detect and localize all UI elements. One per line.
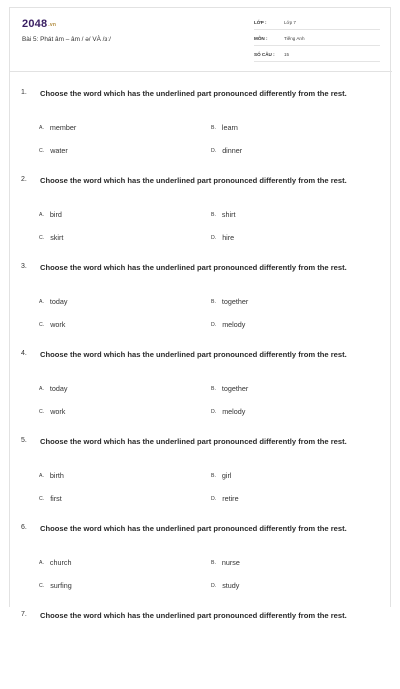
- answer-option-b[interactable]: [211, 471, 232, 480]
- answer-option-b[interactable]: [211, 123, 238, 132]
- question-text: Choose the word which has the underlined part pronounced differently from the rest.: [40, 524, 347, 533]
- answer-option-d[interactable]: [211, 581, 239, 590]
- meta-class-label: LỚP :: [254, 20, 267, 25]
- answer-option-b[interactable]: [211, 384, 248, 393]
- option-word: melody: [222, 320, 246, 329]
- option-word: together: [221, 384, 249, 393]
- option-word: work: [50, 320, 66, 329]
- option-word: first: [50, 494, 62, 503]
- option-word: birth: [49, 471, 64, 480]
- option-letter: C.: [39, 148, 45, 154]
- question-5: [10, 428, 392, 515]
- question-text: Choose the word which has the underlined part pronounced differently from the rest.: [40, 176, 347, 185]
- question-text: Choose the word which has the underlined part pronounced differently from the rest.: [40, 89, 347, 98]
- answer-option-a[interactable]: [39, 297, 68, 306]
- option-letter: D.: [211, 409, 217, 415]
- option-letter: C.: [39, 496, 45, 502]
- option-letter: B.: [211, 299, 216, 305]
- question-text: Choose the word which has the underlined part pronounced differently from the rest.: [40, 263, 347, 272]
- option-word: bird: [49, 210, 62, 219]
- logo-suffix: .vn: [48, 22, 57, 28]
- option-letter: B.: [211, 212, 216, 218]
- option-letter: A.: [39, 212, 44, 218]
- question-7: [10, 602, 392, 689]
- option-letter: A.: [39, 473, 44, 479]
- answer-option-c[interactable]: [39, 494, 62, 503]
- answer-option-b[interactable]: [211, 210, 236, 219]
- option-word: today: [49, 297, 68, 306]
- question-1: [10, 80, 392, 167]
- meta-class-value: Lớp 7: [284, 20, 296, 25]
- question-number: 4.: [21, 350, 27, 357]
- answer-option-d[interactable]: [211, 233, 234, 242]
- question-number: 7.: [21, 611, 27, 618]
- option-letter: A.: [39, 299, 44, 305]
- option-letter: C.: [39, 409, 45, 415]
- question-4: [10, 341, 392, 428]
- option-word: retire: [222, 494, 239, 503]
- option-letter: C.: [39, 322, 45, 328]
- answer-option-a[interactable]: [39, 123, 76, 132]
- option-word: church: [49, 558, 72, 567]
- question-text: Choose the word which has the underlined part pronounced differently from the rest.: [40, 611, 347, 620]
- option-letter: D.: [211, 583, 217, 589]
- answer-option-d[interactable]: [211, 494, 239, 503]
- option-word: together: [221, 297, 249, 306]
- meta-count-row: [254, 49, 380, 62]
- option-letter: B.: [211, 560, 216, 566]
- option-letter: A.: [39, 560, 44, 566]
- question-6: [10, 515, 392, 602]
- answer-option-c[interactable]: [39, 146, 68, 155]
- header-divider: [10, 71, 392, 72]
- question-list: [10, 80, 392, 689]
- option-word: water: [50, 146, 68, 155]
- option-word: member: [49, 123, 77, 132]
- option-word: shirt: [221, 210, 236, 219]
- answer-option-d[interactable]: [211, 146, 242, 155]
- option-letter: D.: [211, 322, 217, 328]
- meta-subject-label: MÔN :: [254, 36, 268, 41]
- question-number: 3.: [21, 263, 27, 270]
- site-logo[interactable]: 2048.vn: [22, 18, 57, 30]
- option-word: surfing: [50, 581, 72, 590]
- option-word: skirt: [50, 233, 64, 242]
- answer-option-b[interactable]: [211, 297, 248, 306]
- meta-class-row: [254, 17, 380, 30]
- option-word: learn: [221, 123, 238, 132]
- option-letter: D.: [211, 148, 217, 154]
- meta-count-value: 15: [284, 52, 290, 57]
- answer-option-d[interactable]: [211, 407, 245, 416]
- option-letter: C.: [39, 235, 45, 241]
- answer-option-a[interactable]: [39, 210, 62, 219]
- option-letter: B.: [211, 473, 216, 479]
- answer-option-c[interactable]: [39, 320, 65, 329]
- question-text: Choose the word which has the underlined part pronounced differently from the rest.: [40, 437, 347, 446]
- answer-option-a[interactable]: [39, 384, 68, 393]
- answer-option-d[interactable]: [211, 320, 245, 329]
- option-word: melody: [222, 407, 246, 416]
- option-word: hire: [222, 233, 235, 242]
- question-number: 2.: [21, 176, 27, 183]
- option-letter: D.: [211, 496, 217, 502]
- option-word: nurse: [221, 558, 240, 567]
- lesson-title: Bài 5: Phát âm – âm / ə/ VÀ /ɜː/: [22, 36, 111, 43]
- meta-count-label: SỐ CÂU :: [254, 52, 275, 57]
- option-letter: C.: [39, 583, 45, 589]
- answer-option-a[interactable]: [39, 471, 64, 480]
- option-letter: A.: [39, 386, 44, 392]
- option-word: study: [222, 581, 240, 590]
- question-number: 5.: [21, 437, 27, 444]
- option-word: today: [49, 384, 68, 393]
- meta-subject-row: [254, 33, 380, 46]
- question-2: [10, 167, 392, 254]
- worksheet-header: [10, 8, 392, 70]
- question-3: [10, 254, 392, 341]
- answer-option-c[interactable]: [39, 581, 72, 590]
- question-number: 1.: [21, 89, 27, 96]
- answer-option-c[interactable]: [39, 233, 63, 242]
- answer-option-b[interactable]: [211, 558, 240, 567]
- option-letter: D.: [211, 235, 217, 241]
- option-letter: B.: [211, 386, 216, 392]
- option-word: dinner: [222, 146, 243, 155]
- worksheet: [9, 7, 391, 620]
- option-word: girl: [221, 471, 232, 480]
- question-number: 6.: [21, 524, 27, 531]
- option-letter: B.: [211, 125, 216, 131]
- meta-subject-value: Tiếng Anh: [284, 36, 305, 41]
- option-letter: A.: [39, 125, 44, 131]
- answer-option-a[interactable]: [39, 558, 71, 567]
- option-word: work: [50, 407, 66, 416]
- answer-option-c[interactable]: [39, 407, 65, 416]
- question-text: Choose the word which has the underlined part pronounced differently from the rest.: [40, 350, 347, 359]
